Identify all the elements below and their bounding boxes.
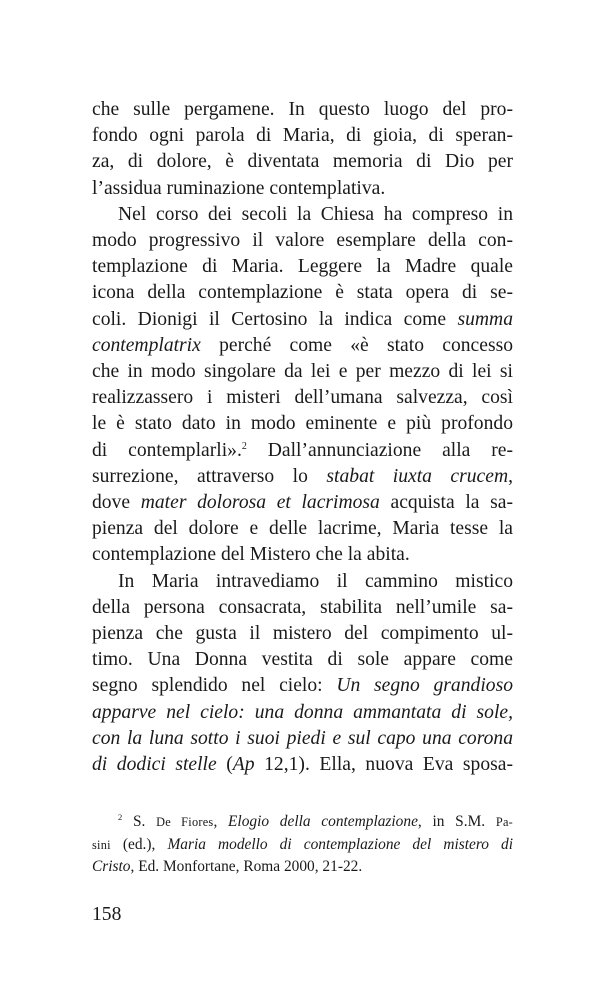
text-line: za, di dolore, è diventata memoria di Dio per — [92, 151, 513, 173]
footnote-line: Cristo, Ed. Monfortane, Roma 2000, 21-22. — [92, 858, 363, 876]
book-title: Maria modello di contemplazione del mistero di — [167, 835, 513, 853]
text-line: In Maria intravediamo il cammino mistico — [118, 570, 513, 592]
quotation: di dodici stelle — [92, 754, 217, 776]
text-line: che in modo singolare da lei e per mezzo di lei si — [92, 361, 513, 383]
text-line: modo progressivo il valore esemplare della con- — [92, 230, 513, 252]
text-line: contemplatrix perché come «è stato concesso — [92, 334, 513, 356]
quotation: con la luna sotto i suoi piedi e sul capo una corona — [92, 727, 513, 749]
footnote — [92, 811, 513, 878]
text-line — [92, 726, 513, 752]
book-title: Cristo — [92, 858, 131, 876]
main-text — [92, 97, 513, 778]
editor-name: Pa- — [495, 815, 514, 829]
text-line: l’assidua ruminazione contemplativa. — [92, 177, 386, 199]
text-line: pienza che gusta il mistero del compimento ul- — [92, 623, 513, 645]
quotation: Un segno grandioso — [336, 675, 513, 697]
latin-phrase: stabat iuxta crucem — [326, 465, 509, 487]
editor-name: sini — [92, 837, 111, 852]
text-line: segno splendido nel cielo: Un segno grandioso — [92, 675, 513, 697]
quotation: apparve nel cielo: una donna ammantata di sole, — [92, 701, 513, 723]
text-line: di contemplarli».$^2$ Dall’annunciazione alla re- — [92, 439, 513, 461]
text-line: della persona consacrata, stabilita nell’umile sa- — [92, 596, 513, 618]
text-line: surrezione, attraverso lo stabat iuxta crucem, — [92, 465, 513, 487]
text-line: Nel corso dei secoli la Chiesa ha compreso in — [118, 203, 513, 225]
footnote-line: $^2$ S. De Fiores, Elogio della contemplazione, in S.M. Pa- — [118, 812, 514, 830]
text-line: timo. Una Donna vestita di sole appare come — [92, 649, 513, 671]
latin-phrase: summa — [457, 308, 513, 330]
text-line: contemplazione del Mistero che la abita. — [92, 544, 410, 566]
book-title: Elogio della contemplazione — [228, 813, 418, 830]
footnote-number: 2 — [118, 812, 123, 822]
footnote-line: sini (ed.), Maria modello di contemplazione del mistero di — [92, 835, 513, 853]
footnote-ref: 2 — [241, 440, 247, 452]
text-line — [92, 700, 513, 726]
text-line: coli. Dionigi il Certosino la indica come summa — [92, 308, 513, 330]
text-line: realizzassero i misteri dell’umana salvezza, così — [92, 387, 513, 409]
text-line: di dodici stelle (Ap 12,1). Ella, nuova Eva sposa- — [92, 754, 513, 776]
author-name: De Fiores — [156, 815, 214, 829]
text-line: fondo ogni parola di Maria, di gioia, di speran- — [92, 125, 513, 147]
text-line: dove mater dolorosa et lacrimosa acquista la sa- — [92, 492, 513, 514]
latin-phrase: mater dolorosa et lacrimosa — [140, 492, 380, 514]
text-line: le è stato dato in modo eminente e più profondo — [92, 413, 513, 435]
latin-phrase: contemplatrix — [92, 334, 201, 356]
citation: Ap — [232, 754, 255, 776]
text-line: templazione di Maria. Leggere la Madre quale — [92, 256, 513, 278]
text-line: icona della contemplazione è stata opera di se- — [92, 282, 513, 304]
text-line: che sulle pergamene. In questo luogo del pro- — [92, 99, 513, 120]
page-number: 158 — [92, 904, 122, 925]
text-line: pienza del dolore e delle lacrime, Maria tesse la — [92, 518, 513, 540]
